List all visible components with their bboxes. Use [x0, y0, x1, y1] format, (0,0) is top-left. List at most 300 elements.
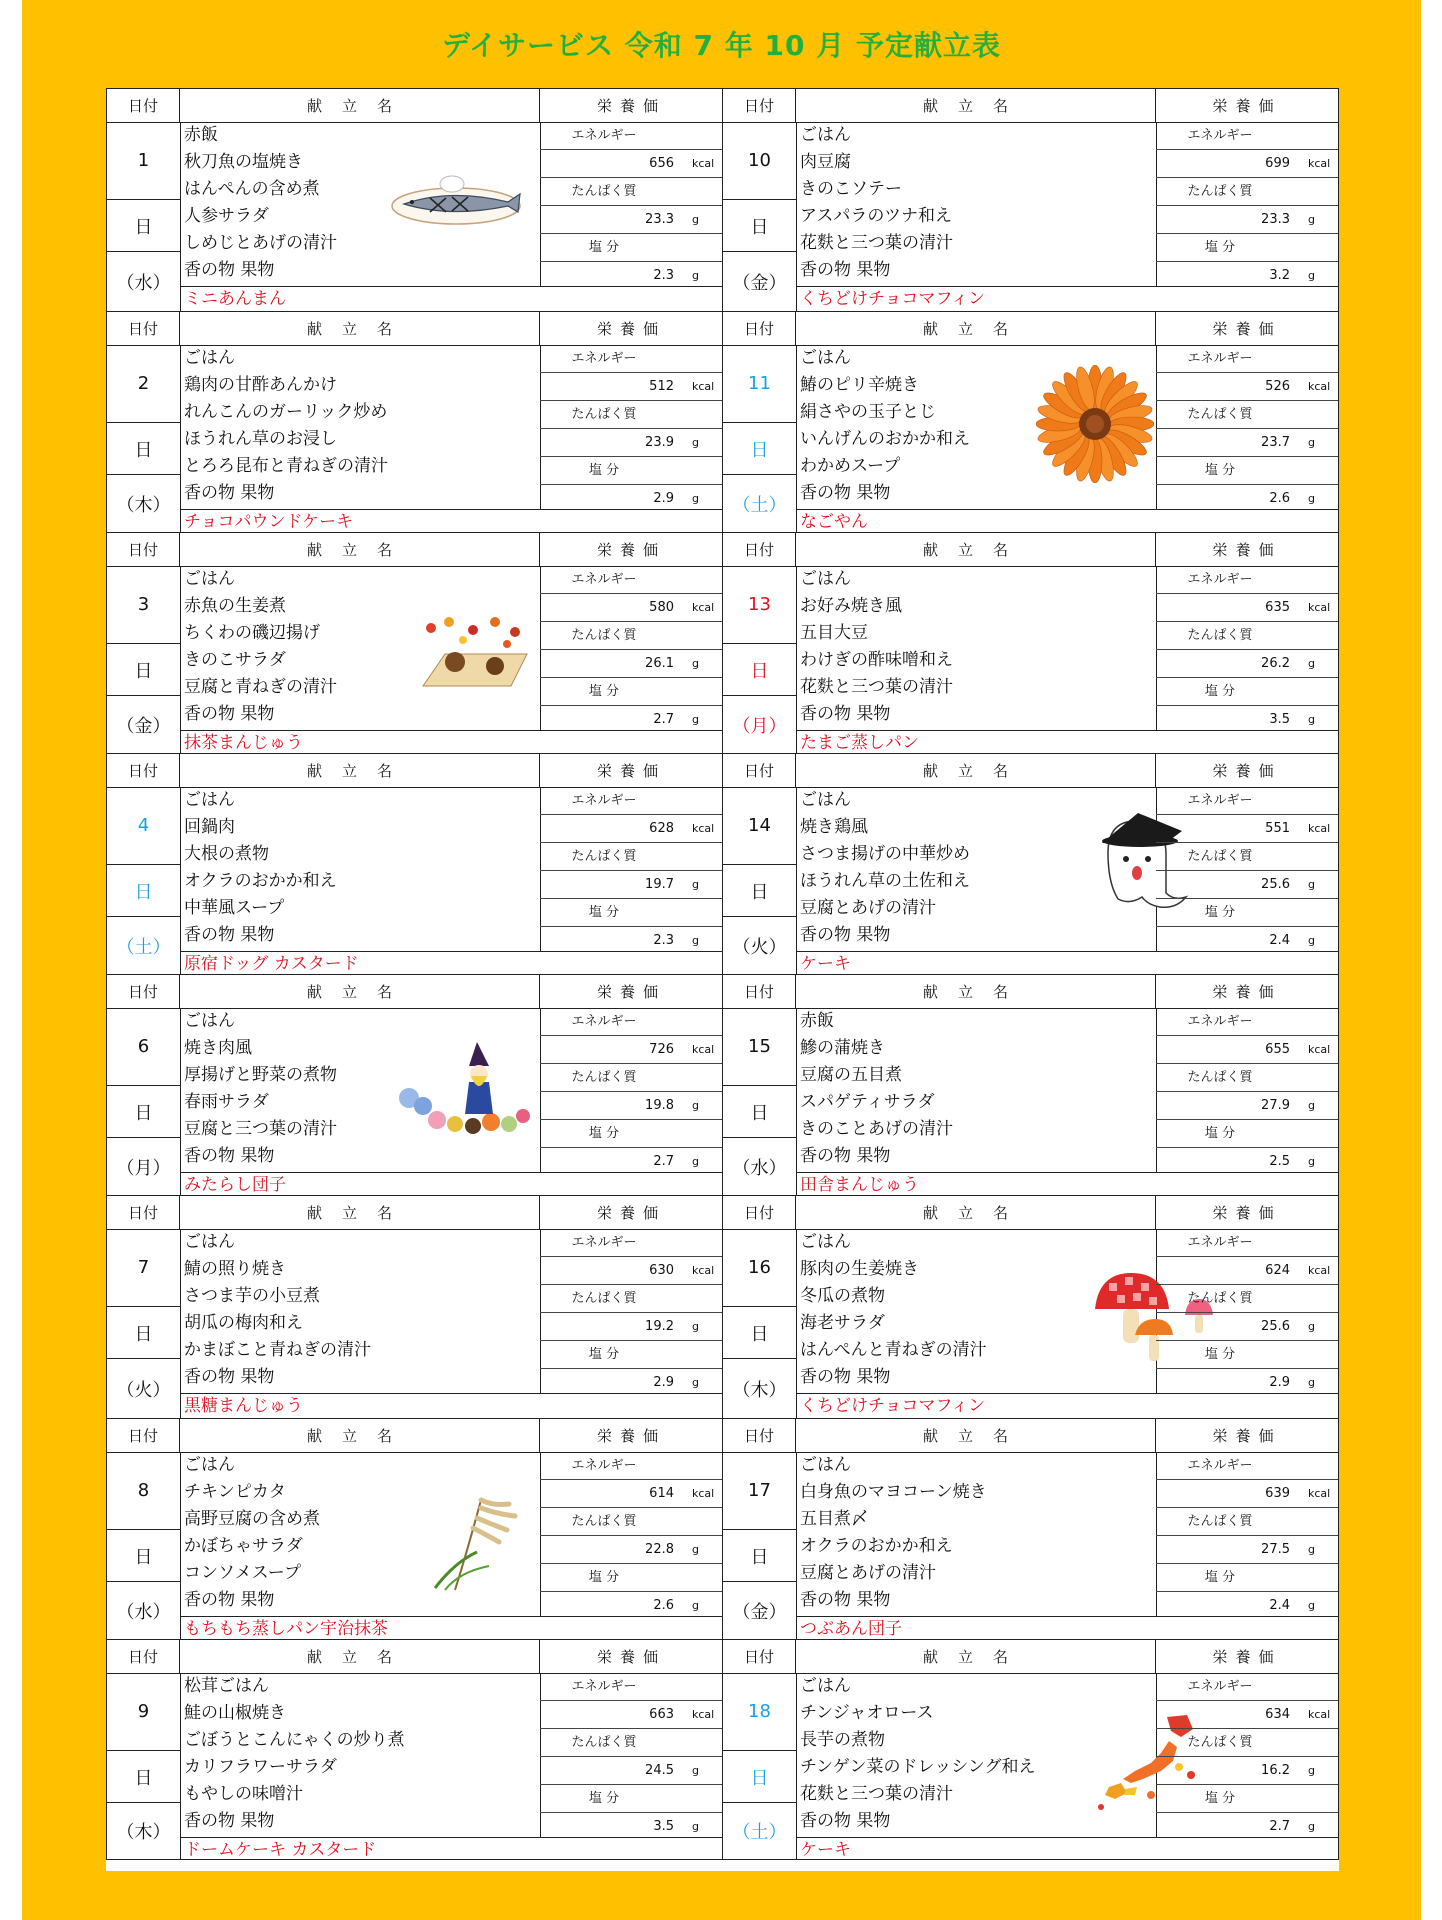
date-day-label: 日	[107, 1530, 180, 1582]
nutrition-column	[1156, 1229, 1338, 1393]
dessert: ケーキ	[796, 951, 1338, 974]
energy-value-row	[1156, 815, 1338, 843]
menu-item: はんぺんと青ねぎの清汁	[800, 1340, 987, 1360]
nutrient-value: 27.5	[1261, 1542, 1290, 1557]
date-number: 1	[107, 122, 180, 200]
menu-item: きのこソテー	[800, 179, 902, 199]
dessert: たまご蒸しパン	[796, 730, 1338, 753]
menu-item: かまぼこと青ねぎの清汁	[184, 1340, 371, 1360]
nutrient-value: 699	[1265, 156, 1290, 171]
date-column	[723, 1452, 797, 1639]
protein-value-row	[540, 1313, 723, 1341]
energy-label	[1156, 566, 1338, 594]
nutrient-label: たんぱく質	[571, 628, 637, 643]
menu-item: ごはん	[184, 1232, 235, 1252]
nutrient-value: 2.3	[653, 268, 674, 283]
nutrient-value: 25.6	[1261, 1319, 1290, 1334]
nutrient-unit: g	[1308, 1320, 1315, 1333]
energy-value-row	[540, 594, 723, 622]
menu-body	[723, 787, 1338, 974]
date-column	[723, 787, 797, 974]
header-nutrition: 栄養価	[1212, 320, 1282, 338]
date-day-label: 日	[107, 423, 180, 475]
date-number: 18	[723, 1673, 796, 1751]
nutrient-unit: g	[1308, 878, 1315, 891]
menu-item: ほうれん草の土佐和え	[800, 871, 970, 891]
menu-item: 香の物 果物	[184, 704, 275, 724]
nutrient-unit: g	[692, 1155, 699, 1168]
date-day-label: 日	[723, 200, 796, 252]
nutrition-column	[540, 1673, 723, 1837]
weekday: （水）	[116, 1601, 171, 1623]
header-nutrition: 栄養価	[596, 320, 666, 338]
nutrient-value: 19.7	[645, 877, 674, 892]
protein-value-row	[540, 1092, 723, 1120]
energy-value-row	[1156, 1480, 1338, 1508]
nutrient-unit: kcal	[1308, 601, 1331, 614]
nutrient-label: エネルギー	[571, 1235, 637, 1250]
nutrient-label: エネルギー	[571, 1014, 637, 1029]
weekday: （水）	[116, 272, 171, 294]
protein-label	[540, 1064, 723, 1092]
salt-label	[540, 1120, 723, 1148]
date-column	[107, 1008, 181, 1195]
header-date: 日付	[107, 975, 180, 1008]
menu-body	[723, 1229, 1338, 1418]
date-number: 17	[723, 1452, 796, 1530]
menu-block	[106, 1195, 724, 1419]
header-nutrition: 栄養価	[1212, 1648, 1282, 1666]
date-number: 7	[107, 1229, 180, 1307]
nutrient-value: 2.7	[1269, 1819, 1290, 1834]
nutrient-unit: g	[692, 1820, 699, 1833]
menu-item: 厚揚げと野菜の煮物	[184, 1065, 337, 1085]
date-column	[723, 566, 797, 753]
nutrient-label: エネルギー	[1187, 351, 1253, 366]
menu-item: 五目大豆	[800, 623, 868, 643]
menu-item: しめじとあげの清汁	[184, 233, 337, 253]
protein-value-row	[540, 429, 723, 457]
salt-label	[1156, 1120, 1338, 1148]
table-header	[107, 312, 723, 346]
menu-block	[722, 88, 1339, 312]
protein-label	[1156, 1064, 1338, 1092]
menu-block	[106, 88, 724, 312]
nutrient-label: たんぱく質	[1187, 628, 1253, 643]
menu-item: 赤飯	[184, 125, 218, 145]
dessert: 黒糖まんじゅう	[180, 1393, 723, 1418]
protein-label	[540, 1508, 723, 1536]
energy-value-row	[1156, 150, 1338, 178]
menu-item: チキンピカタ	[184, 1482, 286, 1502]
nutrient-value: 3.5	[653, 1819, 674, 1834]
salt-label	[540, 457, 723, 485]
header-date: 日付	[107, 1419, 180, 1452]
menu-body	[107, 345, 723, 532]
menu-item: きのことあげの清汁	[800, 1119, 953, 1139]
menu-item: 鰺の蒲焼き	[800, 1038, 885, 1058]
nutrient-unit: g	[692, 269, 699, 282]
menu-item: 香の物 果物	[800, 1811, 891, 1831]
nutrient-value: 23.7	[1261, 435, 1290, 450]
menu-block	[722, 1639, 1339, 1860]
date-number: 3	[107, 566, 180, 644]
menu-item: 春雨サラダ	[184, 1092, 269, 1112]
salt-label	[540, 899, 723, 927]
nutrition-column	[540, 345, 723, 509]
nutrition-column	[1156, 1008, 1338, 1172]
date-column	[723, 1229, 797, 1418]
menu-item: 焼き鶏風	[800, 817, 868, 837]
autumn-leaves-illustration	[415, 614, 535, 689]
nutrient-label: たんぱく質	[1187, 407, 1253, 422]
menu-item: わかめスープ	[800, 456, 901, 476]
date-day-label: 日	[723, 423, 796, 475]
pampas-grass-illustration-svg	[415, 1492, 525, 1592]
nutrient-value: 3.5	[1269, 712, 1290, 727]
menu-block	[106, 974, 724, 1196]
date-column	[107, 1452, 181, 1639]
header-nutrition: 栄養価	[596, 1204, 666, 1222]
nutrient-value: 512	[649, 379, 674, 394]
nutrient-value: 2.4	[1269, 933, 1290, 948]
nutrient-value: 2.5	[1269, 1154, 1290, 1169]
salt-value-row	[540, 262, 723, 289]
nutrient-value: 551	[1265, 821, 1290, 836]
menu-item: ごはん	[800, 1232, 851, 1252]
menu-item: ごはん	[800, 348, 851, 368]
menu-item: わけぎの酢味噌和え	[800, 650, 953, 670]
menu-body	[723, 122, 1338, 311]
nutrition-column	[540, 1452, 723, 1616]
fish-illustration	[390, 172, 526, 232]
menu-block	[106, 532, 724, 754]
nutrient-unit: kcal	[692, 1043, 715, 1056]
menu-item: チンジャオロース	[800, 1703, 934, 1723]
nutrient-value: 580	[649, 600, 674, 615]
nutrient-unit: g	[1308, 713, 1315, 726]
menu-item: 豆腐とあげの清汁	[800, 1563, 936, 1583]
nutrient-label: エネルギー	[571, 351, 637, 366]
header-nutrition: 栄養価	[1212, 983, 1282, 1001]
menu-item: さつま揚げの中華炒め	[800, 844, 970, 864]
nutrient-unit: kcal	[692, 822, 715, 835]
salt-label	[540, 1341, 723, 1369]
nutrient-value: 624	[1265, 1263, 1290, 1278]
dessert: 原宿ドッグ カスタード	[180, 951, 723, 974]
nutrient-label: 塩 分	[1204, 1791, 1236, 1806]
menu-items	[180, 122, 541, 286]
menu-items	[180, 787, 541, 951]
date-column	[107, 787, 181, 974]
menu-item: さつま芋の小豆煮	[184, 1286, 320, 1306]
table-header	[723, 1419, 1338, 1453]
header-date: 日付	[107, 89, 180, 122]
energy-value-row	[1156, 594, 1338, 622]
salt-value-row	[540, 1369, 723, 1396]
menu-items	[796, 1229, 1157, 1393]
nutrient-value: 27.9	[1261, 1098, 1290, 1113]
salt-value-row	[1156, 1592, 1338, 1619]
menu-body	[723, 566, 1338, 753]
header-date: 日付	[723, 89, 796, 122]
date-number: 4	[107, 787, 180, 865]
nutrient-value: 19.8	[645, 1098, 674, 1113]
protein-value-row	[1156, 206, 1338, 234]
menu-item: もやしの味噌汁	[184, 1784, 303, 1804]
header-nutrition: 栄養価	[1212, 97, 1282, 115]
menu-item: スパゲティサラダ	[800, 1092, 935, 1112]
menu-item: 絹さやの玉子とじ	[800, 402, 936, 422]
nutrient-unit: g	[1308, 1543, 1315, 1556]
table-header	[107, 89, 723, 123]
protein-value-row	[1156, 871, 1338, 899]
energy-label	[540, 787, 723, 815]
menu-item: いんげんのおかか和え	[800, 429, 970, 449]
protein-value-row	[1156, 1313, 1338, 1341]
header-nutrition: 栄養価	[596, 97, 666, 115]
header-menu: 献立名	[180, 312, 540, 345]
header-date: 日付	[723, 754, 796, 787]
witch-illustration-svg	[395, 1036, 535, 1136]
menu-item: ごはん	[800, 125, 851, 145]
date-number: 9	[107, 1673, 180, 1751]
header-date: 日付	[107, 533, 180, 566]
nutrient-value: 614	[649, 1486, 674, 1501]
menu-item: 五目煮〆	[800, 1509, 868, 1529]
menu-item: 香の物 果物	[800, 1367, 891, 1387]
protein-value-row	[1156, 1536, 1338, 1564]
weekday: （金）	[116, 715, 171, 737]
salt-value-row	[1156, 1369, 1338, 1396]
menu-item: 香の物 果物	[184, 483, 275, 503]
nutrient-label: エネルギー	[1187, 1014, 1253, 1029]
nutrient-unit: kcal	[692, 1487, 715, 1500]
nutrient-label: 塩 分	[1204, 1570, 1236, 1585]
dessert: くちどけチョコマフィン	[796, 1393, 1338, 1418]
menu-items	[796, 122, 1157, 286]
weekday: （金）	[732, 1601, 787, 1623]
header-nutrition: 栄養価	[1212, 1427, 1282, 1445]
weekday: （木）	[116, 494, 171, 516]
date-number: 2	[107, 345, 180, 423]
menu-item: オクラのおかか和え	[800, 1536, 953, 1556]
nutrition-column	[1156, 787, 1338, 951]
energy-label	[1156, 1229, 1338, 1257]
menu-item: とろろ昆布と青ねぎの清汁	[184, 456, 388, 476]
menu-items	[796, 566, 1157, 730]
salt-value-row	[1156, 927, 1338, 954]
nutrient-unit: g	[692, 1376, 699, 1389]
header-date: 日付	[723, 533, 796, 566]
menu-item: 香の物 果物	[800, 483, 891, 503]
energy-value-row	[540, 815, 723, 843]
table-header	[107, 754, 723, 788]
salt-value-row	[1156, 1813, 1338, 1840]
nutrient-value: 526	[1265, 379, 1290, 394]
menu-item: 豚肉の生姜焼き	[800, 1259, 919, 1279]
nutrient-label: エネルギー	[571, 128, 637, 143]
protein-label	[1156, 401, 1338, 429]
nutrient-value: 16.2	[1261, 1763, 1290, 1778]
menu-item: 長芋の煮物	[800, 1730, 885, 1750]
nutrient-unit: kcal	[692, 157, 715, 170]
date-day-label: 日	[723, 1530, 796, 1582]
energy-label	[540, 566, 723, 594]
nutrition-column	[1156, 566, 1338, 730]
menu-item: 香の物 果物	[184, 1367, 275, 1387]
header-menu: 献立名	[796, 533, 1156, 566]
header-menu: 献立名	[796, 1419, 1156, 1452]
header-date: 日付	[723, 1196, 796, 1229]
menu-block	[106, 753, 724, 975]
menu-items	[796, 1673, 1157, 1837]
nutrient-label: 塩 分	[588, 1126, 620, 1141]
nutrient-unit: g	[692, 436, 699, 449]
date-number: 16	[723, 1229, 796, 1307]
nutrient-unit: g	[1308, 1764, 1315, 1777]
energy-value-row	[1156, 1036, 1338, 1064]
menu-items	[180, 566, 541, 730]
nutrition-column	[1156, 122, 1338, 286]
energy-value-row	[540, 1036, 723, 1064]
dessert: 抹茶まんじゅう	[180, 730, 723, 753]
salt-label	[1156, 234, 1338, 262]
flower-illustration	[1036, 365, 1154, 483]
dessert: 田舎まんじゅう	[796, 1172, 1338, 1195]
date-day-label: 日	[107, 865, 180, 917]
menu-item: 豆腐の五目煮	[800, 1065, 902, 1085]
header-date: 日付	[107, 312, 180, 345]
nutrient-unit: g	[1308, 492, 1315, 505]
menu-items	[180, 1452, 541, 1616]
menu-item: 海老サラダ	[800, 1313, 885, 1333]
nutrient-value: 726	[649, 1042, 674, 1057]
date-number: 15	[723, 1008, 796, 1086]
weekday: （金）	[732, 272, 787, 294]
nutrient-unit: g	[692, 878, 699, 891]
menu-item: 香の物 果物	[800, 1146, 891, 1166]
menu-item: 豆腐とあげの清汁	[800, 898, 936, 918]
protein-value-row	[540, 206, 723, 234]
menu-item: 赤飯	[800, 1011, 834, 1031]
nutrient-unit: g	[692, 934, 699, 947]
salt-label	[540, 678, 723, 706]
header-menu: 献立名	[796, 89, 1156, 122]
energy-value-row	[540, 150, 723, 178]
menu-items	[796, 345, 1157, 509]
nutrient-label: 塩 分	[588, 684, 620, 699]
nutrient-label: たんぱく質	[571, 1291, 637, 1306]
nutrient-label: エネルギー	[571, 1679, 637, 1694]
menu-item: はんぺんの含め煮	[184, 179, 320, 199]
menu-body	[723, 345, 1338, 532]
table-header	[723, 975, 1338, 1009]
menu-item: 松茸ごはん	[184, 1676, 269, 1696]
nutrient-value: 25.6	[1261, 877, 1290, 892]
header-nutrition: 栄養価	[596, 983, 666, 1001]
nutrient-label: 塩 分	[1204, 684, 1236, 699]
energy-label	[540, 1452, 723, 1480]
nutrient-value: 3.2	[1269, 268, 1290, 283]
table-header	[107, 975, 723, 1009]
menu-block	[722, 753, 1339, 975]
menu-item: 大根の煮物	[184, 844, 269, 864]
date-column	[107, 345, 181, 532]
energy-value-row	[540, 1480, 723, 1508]
nutrient-label: エネルギー	[571, 793, 637, 808]
menu-item: 秋刀魚の塩焼き	[184, 152, 303, 172]
table-header	[723, 754, 1338, 788]
date-number: 11	[723, 345, 796, 423]
weekday: （木）	[116, 1822, 171, 1843]
menu-items	[796, 1008, 1157, 1172]
menu-item: かぼちゃサラダ	[184, 1536, 303, 1556]
nutrient-value: 2.4	[1269, 1598, 1290, 1613]
date-number: 6	[107, 1008, 180, 1086]
menu-item: チンゲン菜のドレッシング和え	[800, 1757, 1036, 1777]
date-column	[723, 1673, 797, 1859]
nutrient-unit: g	[692, 1543, 699, 1556]
nutrient-unit: g	[692, 713, 699, 726]
menu-item: 香の物 果物	[184, 1811, 275, 1831]
nutrient-value: 23.3	[645, 212, 674, 227]
menu-item: 香の物 果物	[184, 260, 275, 280]
header-menu: 献立名	[796, 1640, 1156, 1673]
weekday: （火）	[732, 936, 787, 958]
menu-items	[180, 1673, 541, 1837]
table-header	[723, 1640, 1338, 1674]
protein-value-row	[1156, 1092, 1338, 1120]
protein-value-row	[1156, 429, 1338, 457]
date-number: 10	[723, 122, 796, 200]
menu-item: お好み焼き風	[800, 596, 902, 616]
nutrient-label: たんぱく質	[571, 1514, 637, 1529]
menu-item: ごぼうとこんにゃくの炒り煮	[184, 1730, 405, 1750]
energy-label	[1156, 1452, 1338, 1480]
nutrient-unit: g	[692, 213, 699, 226]
nutrient-value: 2.7	[653, 712, 674, 727]
weekday: （月）	[116, 1157, 171, 1179]
nutrient-label: たんぱく質	[571, 184, 637, 199]
nutrient-value: 663	[649, 1707, 674, 1722]
date-column	[723, 1008, 797, 1195]
menu-item: 中華風スープ	[184, 898, 285, 918]
nutrient-label: エネルギー	[1187, 1235, 1253, 1250]
date-number: 14	[723, 787, 796, 865]
nutrient-label: 塩 分	[1204, 1126, 1236, 1141]
menu-item: 人参サラダ	[184, 206, 269, 226]
salt-value-row	[1156, 485, 1338, 512]
nutrient-label: たんぱく質	[1187, 1735, 1253, 1750]
date-number: 8	[107, 1452, 180, 1530]
nutrient-value: 26.1	[645, 656, 674, 671]
header-nutrition: 栄養価	[596, 1427, 666, 1445]
menu-item: 花麩と三つ葉の清汁	[800, 1784, 953, 1804]
nutrient-label: 塩 分	[1204, 905, 1236, 920]
menu-item: ちくわの磯辺揚げ	[184, 623, 320, 643]
energy-value-row	[1156, 1257, 1338, 1285]
date-day-label: 日	[723, 1307, 796, 1359]
dessert: くちどけチョコマフィン	[796, 286, 1338, 311]
menu-item: 香の物 果物	[800, 704, 891, 724]
nutrient-label: たんぱく質	[571, 1735, 637, 1750]
menu-block	[106, 311, 724, 533]
salt-label	[1156, 1785, 1338, 1813]
nutrient-unit: g	[1308, 1155, 1315, 1168]
nutrient-label: たんぱく質	[1187, 1070, 1253, 1085]
nutrient-label: 塩 分	[1204, 463, 1236, 478]
